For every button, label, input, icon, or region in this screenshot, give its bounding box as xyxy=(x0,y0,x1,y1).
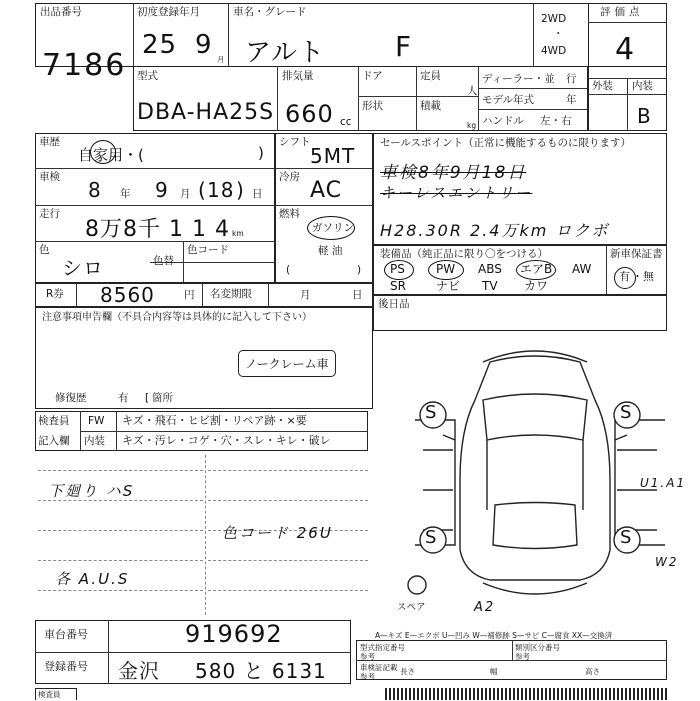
sales-points-label: セールスポイント（正常に機能するものに限ります） xyxy=(380,137,632,149)
shape-label: 形状 xyxy=(362,100,383,112)
aftermarket-frame xyxy=(373,295,667,331)
dealer-value: 行 xyxy=(566,73,577,85)
no-claim-badge: ノークレーム車 xyxy=(238,350,336,377)
reference-label-3: 参考 xyxy=(360,672,375,681)
damage-mark-rear-right: S xyxy=(620,527,632,548)
damage-mark-front-right: S xyxy=(620,402,632,423)
repair-history-value: 有 xyxy=(118,392,129,404)
fw-label: FW xyxy=(88,415,105,427)
equip-pw-circle xyxy=(428,260,464,280)
displacement-value: 660 xyxy=(285,100,334,128)
km-unit: km xyxy=(232,229,244,238)
capacity-label: 定員 xyxy=(420,70,441,82)
car-name: アルト xyxy=(245,38,325,68)
equip-navi: ナビ xyxy=(436,279,461,293)
name-change-label: 名変期限 xyxy=(210,288,252,300)
repair-place: 箇所 xyxy=(152,392,173,404)
equip-ps-circle xyxy=(384,260,414,280)
height-label: 高さ xyxy=(585,667,600,676)
ac-value: AC xyxy=(310,178,343,203)
warranty-circle xyxy=(614,267,636,289)
name-change-month: 月 xyxy=(300,289,311,301)
inspection-month-unit: 月 xyxy=(180,188,191,200)
mileage-label: 走行 xyxy=(39,208,60,220)
repair-history-label: 修復歴 xyxy=(55,392,87,404)
shift-value: 5MT xyxy=(310,144,356,168)
fuel-gasoline: ガソリン xyxy=(312,222,354,234)
handle-label: ハンドル xyxy=(482,115,524,127)
equip-pw: PW xyxy=(436,262,456,276)
history-close: ) xyxy=(258,144,264,162)
damage-mark-front-left: S xyxy=(425,402,437,423)
recycle-frame xyxy=(35,283,373,307)
chassis-number: 919692 xyxy=(185,620,283,648)
equip-sr: SR xyxy=(390,279,406,293)
equip-abs: ABS xyxy=(478,262,502,276)
history-label: 車歴 xyxy=(39,136,60,148)
fw-items: キズ・飛石・ヒビ割・リペア跡・×要 xyxy=(122,414,307,427)
handwritten-note-1: 下廻り ハS xyxy=(48,482,135,500)
damage-legend: A—キズ E—エクボ U—凹み W—補修跡 S—サビ C—腐食 XX—交換済 xyxy=(375,631,613,640)
lot-number-label: 出品番号 xyxy=(40,6,82,18)
aftermarket-label: 後日品 xyxy=(378,298,410,310)
inspection-year: 8 xyxy=(88,178,102,202)
person-unit: 人 xyxy=(467,85,478,97)
cc-unit: cc xyxy=(340,116,352,128)
first-registration-label: 初度登録年月 xyxy=(137,6,200,18)
drive-4wd: 4WD xyxy=(541,45,567,57)
equip-tv: TV xyxy=(482,279,498,293)
model-label: 型式 xyxy=(137,70,158,82)
plate-label: 登録番号 xyxy=(44,660,88,673)
year-unit: 年 xyxy=(120,188,131,200)
month-unit: 月 xyxy=(217,55,225,64)
spare-tire-label: スペア xyxy=(397,602,426,613)
first-registration-year: 25 xyxy=(142,30,178,60)
length-label: 長さ xyxy=(400,667,415,676)
handle-value: 左・右 xyxy=(540,115,572,127)
name-change-day: 日 xyxy=(352,289,363,301)
overall-score: 4 xyxy=(615,32,636,67)
warranty-yes: 有 xyxy=(619,270,630,283)
recycle-amount: 8560 xyxy=(100,283,155,307)
sales-point-3: H28.30R 2.4万km ロクボ xyxy=(380,221,610,240)
plate-area: 金沢 xyxy=(118,659,160,683)
type-specified-label: 型式指定番号 xyxy=(360,643,405,652)
ac-label: 冷房 xyxy=(279,171,300,183)
equipment-label: 装備品（純正品に限り〇をつける） xyxy=(380,248,548,260)
fuel-diesel: 軽 油 xyxy=(318,245,343,257)
interior-label: 内装 xyxy=(632,80,653,92)
kg-unit: kg xyxy=(467,121,477,130)
car-name-label: 車名・グレード xyxy=(233,6,307,18)
color-code-label: 色コード xyxy=(187,244,229,256)
annotation-bottom: A2 xyxy=(474,600,496,615)
shift-label: シフト xyxy=(279,136,311,148)
checker-label: 検査員 xyxy=(38,415,70,427)
door-label: ドア xyxy=(362,70,383,82)
history-circle xyxy=(90,140,116,164)
repair-bracket: [ xyxy=(145,392,150,404)
equip-leather: カワ xyxy=(524,279,549,293)
recycle-label: R券 xyxy=(46,288,64,300)
inspection-paren: ( xyxy=(198,178,206,202)
lot-number: 7186 xyxy=(42,48,127,83)
fuel-label: 燃料 xyxy=(279,208,300,220)
interior-score: B xyxy=(637,104,652,128)
reference-label-1: 参考 xyxy=(360,652,375,661)
dealer-label: ディーラー・並 xyxy=(482,73,555,85)
displacement-label: 排気量 xyxy=(282,70,314,82)
model-code: DBA-HA25S xyxy=(137,100,275,125)
color-change-label: 色替 xyxy=(153,255,174,267)
car-grade: F xyxy=(395,30,413,63)
interior-items: キズ・汚レ・コゲ・穴・スレ・キレ・破レ xyxy=(122,434,331,447)
inspection-month: 9 xyxy=(155,178,169,202)
history-value: 自家用・( xyxy=(78,146,144,164)
footer-label: 検査員 xyxy=(38,690,61,699)
day-unit: 日 xyxy=(252,188,263,200)
color-label: 色 xyxy=(39,244,50,256)
sales-point-1: 車検8年9月18日 xyxy=(380,163,527,183)
reg-cert-label: 車検証記載 xyxy=(360,663,398,672)
fuel-paren-close: ) xyxy=(357,264,362,276)
equip-aw: AW xyxy=(572,262,592,276)
equip-airbag: エアB xyxy=(520,262,553,276)
annotation-side: W2 xyxy=(655,555,679,569)
sales-point-2: キーレスエントリー xyxy=(380,184,533,202)
damage-mark-rear-left: S xyxy=(425,527,437,548)
fuel-circle xyxy=(307,216,355,240)
color-value: シロ xyxy=(62,256,104,280)
drive-2wd: 2WD xyxy=(541,13,567,25)
yen-unit: 円 xyxy=(184,289,195,301)
equip-ps: PS xyxy=(390,262,405,276)
equip-airbag-circle xyxy=(516,260,556,280)
model-year-value: 年 xyxy=(566,94,577,106)
load-label: 積載 xyxy=(420,100,441,112)
annotation-right: U1.A1 xyxy=(640,476,687,490)
inspection-label: 車検 xyxy=(39,171,60,183)
exterior-label: 外装 xyxy=(592,80,613,92)
model-year-label: モデル年式 xyxy=(482,94,534,106)
category-label: 類別区分番号 xyxy=(515,643,560,652)
reference-label-2: 参考 xyxy=(515,652,530,661)
notes-label: 注意事項申告欄（不具合内容等は具体的に記入して下さい） xyxy=(42,312,312,323)
warranty-no: ・無 xyxy=(632,270,654,283)
handwritten-note-3: 各 A.U.S xyxy=(55,570,130,588)
fuel-paren-open: ( xyxy=(286,264,291,276)
interior-check-label: 内装 xyxy=(84,435,105,447)
new-car-warranty-label: 新車保証書 xyxy=(610,248,663,260)
plate-number: 580 と 6131 xyxy=(195,659,327,683)
inspection-day: 18 xyxy=(207,178,235,202)
drive-separator: ・ xyxy=(553,28,564,40)
mileage-value: 8万8千 1 1 4 xyxy=(85,217,230,242)
recorder-label: 記入欄 xyxy=(38,435,70,447)
header-frame xyxy=(35,3,667,67)
width-label: 幅 xyxy=(490,667,498,676)
inspection-paren-close: ) xyxy=(236,178,244,202)
first-registration-month: 9 xyxy=(195,30,213,60)
score-label: 評価点 xyxy=(600,6,644,18)
chassis-label: 車台番号 xyxy=(44,628,88,641)
handwritten-note-2: 色コード 26U xyxy=(222,524,333,542)
barcode xyxy=(385,688,667,700)
